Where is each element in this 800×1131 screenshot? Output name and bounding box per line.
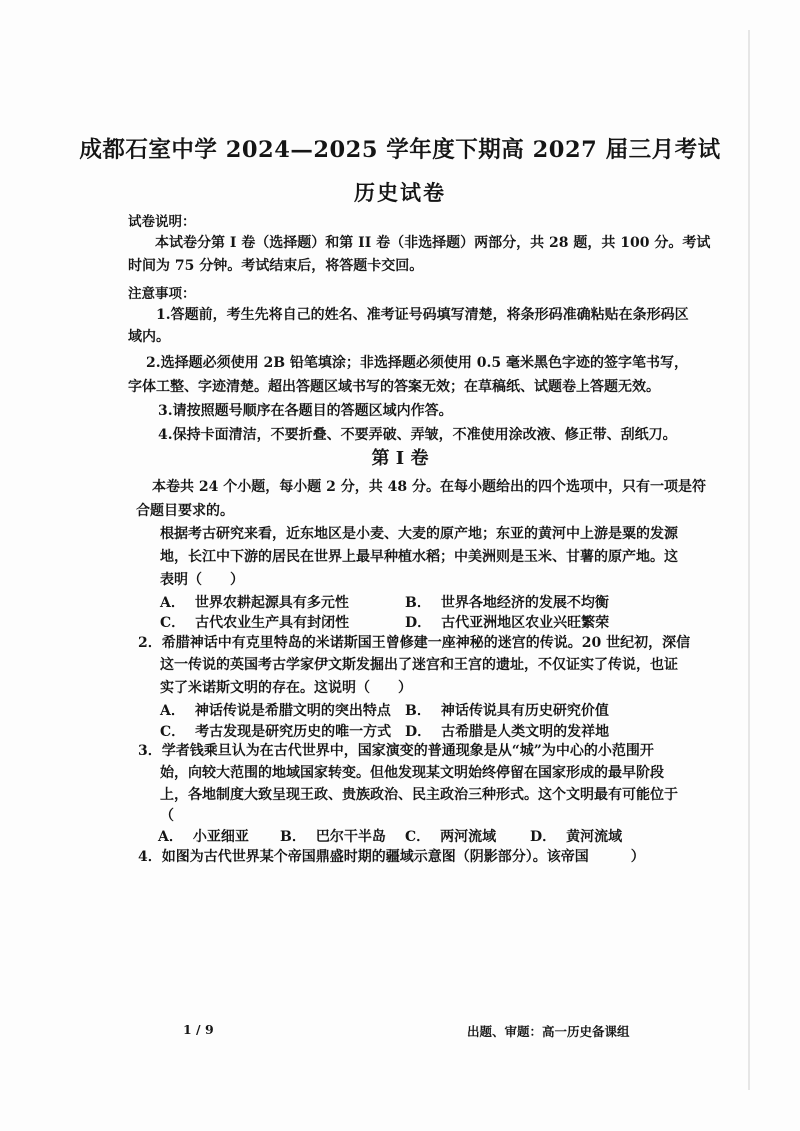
notes-line: 4.保持卡面清洁，不要折叠、不要弄破、弄皱，不准使用涂改液、修正带、刮纸刀。 [158,427,677,443]
question-2-option-a [160,700,391,720]
option-text: 世界农耕起源具有多元性 [194,595,349,611]
notes-line: 3.请按照题号顺序在各题目的答题区域内作答。 [158,403,453,419]
option-text: 小亚细亚 [192,829,249,845]
footer-credit: 出题、审题：高一历史备课组 [467,1024,630,1039]
question-3-option-d [530,826,622,846]
instructions-line: 本试卷分第 I 卷（选择题）和第 II 卷（非选择题）两部分，共 28 题，共 100 分。考试 [155,235,711,251]
option-text: 古希腊是人类文明的发祥地 [441,724,610,740]
question-1-stem-line: 表明（ ） [160,572,244,588]
question-2-option-d [405,721,609,741]
option-letter: C． [405,829,431,845]
option-letter: B． [405,703,431,719]
question-4-stem-line: 4．如图为古代世界某个帝国鼎盛时期的疆域示意图（阴影部分）。该帝国 ） [138,849,645,865]
question-2-stem-line: 实了米诺斯文明的存在。这说明（ ） [160,680,412,696]
option-letter: C． [160,615,186,631]
option-letter: C． [160,724,186,740]
option-letter: D． [405,615,432,631]
option-letter: A． [158,829,183,845]
question-3-stem-line: 始，向较大范围的地域国家转变。但他发现某文明始终停留在国家形成的最早阶段 [160,765,664,781]
option-letter: A． [160,595,185,611]
question-1-option-b [405,592,609,612]
question-3-option-c [405,826,496,846]
option-letter: D． [405,724,432,740]
instructions-line: 时间为 75 分钟。考试结束后，将答题卡交回。 [128,258,424,274]
question-3-stem-line: 3．学者钱乘旦认为在古代世界中，国家演变的普通现象是从“城”为中心的小范围开 [138,743,654,759]
exam-title: 成都石室中学 2024—2025 学年度下期高 2027 届三月考试 [79,137,721,163]
option-text: 神话传说具有历史研究价值 [440,703,609,719]
exam-subtitle: 历史试卷 [354,180,446,205]
notes-line: 2.选择题必须使用 2B 铅笔填涂；非选择题必须使用 0.5 毫米黑色字迹的签字笔书写， [146,355,689,371]
page-number: 1 / 9 [183,1022,214,1037]
option-text: 黄河流域 [566,829,623,845]
notes-line: 字体工整、字迹清楚。超出答题区域书写的答案无效；在草稿纸、试题卷上答题无效。 [128,379,660,395]
question-2-option-b [405,700,609,720]
question-2-stem-line: 这一传说的英国考古学家伊文斯发掘出了迷宫和王宫的遗址，不仅证实了传说，也证 [160,657,678,673]
option-text: 考古发现是研究历史的唯一方式 [195,724,392,740]
question-3-option-b [280,826,386,846]
section-title: 第 I 卷 [371,448,429,469]
question-3-stem-line: （ [160,808,174,824]
option-text: 古代农业生产具有封闭性 [195,615,350,631]
option-text: 巴尔干半岛 [315,829,386,845]
notes-heading: 注意事项： [128,286,196,302]
option-letter: B． [280,829,306,845]
section-intro-line: 本卷共 24 个小题，每小题 2 分，共 48 分。在每小题给出的四个选项中，只有一项是符 [152,479,706,495]
question-1-stem-line: 地，长江中下游的居民在世界上最早种植水稻；中美洲则是玉米、甘薯的原产地。这 [160,549,678,565]
option-text: 世界各地经济的发展不均衡 [440,595,609,611]
notes-line: 1.答题前，考生先将自己的姓名、准考证号码填写清楚，将条形码准确粘贴在条形码区 [156,307,689,323]
question-2-stem-line: 2．希腊神话中有克里特岛的米诺斯国王曾修建一座神秘的迷宫的传说。20 世纪初，深信 [138,635,691,651]
option-letter: A． [160,703,185,719]
section-intro-line: 合题目要求的。 [136,503,234,519]
option-letter: B． [405,595,431,611]
question-2-option-c [160,721,391,741]
question-1-option-a [160,592,349,612]
option-text: 神话传说是希腊文明的突出特点 [194,703,391,719]
notes-line: 域内。 [128,329,170,345]
question-1-option-d [405,612,609,632]
question-1-stem-line: 根据考古研究来看，近东地区是小麦、大麦的原产地；东亚的黄河中上游是粟的发源 [160,526,678,542]
option-text: 古代亚洲地区农业兴旺繁荣 [441,615,610,631]
question-3-stem-line: 上，各地制度大致呈现王政、贵族政治、民主政治三种形式。这个文明最有可能位于 [160,787,678,803]
option-letter: D． [530,829,557,845]
option-text: 两河流域 [440,829,497,845]
question-1-option-c [160,612,349,632]
question-3-option-a [158,826,249,846]
instructions-heading: 试卷说明： [128,214,196,230]
